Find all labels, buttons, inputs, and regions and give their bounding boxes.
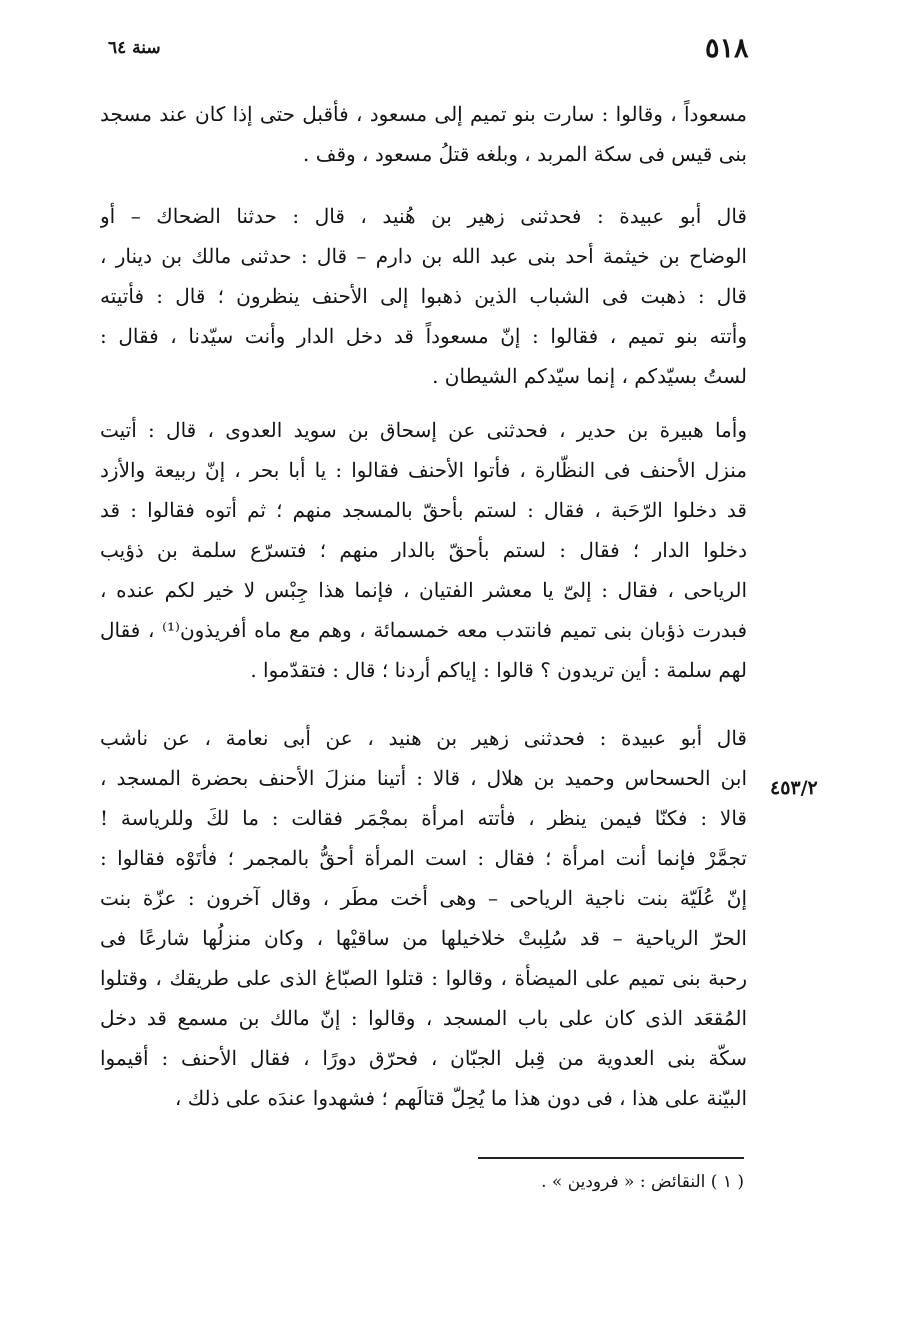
paragraph-2 bbox=[100, 196, 747, 396]
text-line: منزل الأحنف فى النظّارة ، فأتوا الأحنف فقالوا : يا أبا بحر ، إنّ ربيعة والأزد bbox=[100, 458, 747, 482]
margin-reference: ٤٥٣/٢ bbox=[770, 777, 818, 799]
text-line: لهم سلمة : أين تريدون ؟ قالوا : إياكم أردنا ؛ قال : فتقدّموا . bbox=[250, 658, 747, 682]
text-line: الرياحى ، فقال : إلىّ يا معشر الفتيان ، فإنما هذا جِبْس لا خير لكم عنده ، bbox=[100, 578, 747, 602]
footnote: ( ١ ) النقائض : « فرودين » . bbox=[541, 1172, 744, 1192]
page-number: ٥١٨ bbox=[705, 33, 749, 64]
text-line: الحرّ الرياحية – قد سُلِبتْ خلاخيلها من ساقيْها ، وكان منزلُها شارعًا فى bbox=[100, 926, 747, 950]
text-line: فبدرت ذؤبان بنى تميم فانتدب معه خمسمائة ، وهم مع ماه أفريذون⁽¹⁾ ، فقال bbox=[100, 618, 747, 642]
paragraph-4 bbox=[100, 718, 747, 1118]
text-line: قال أبو عبيدة : فحدثنى زهير بن هنيد ، عن أبى نعامة ، عن ناشب bbox=[100, 726, 747, 750]
text-line: قال : ذهبت فى الشباب الذين ذهبوا إلى الأحنف ينظرون ؛ قال : فأتيته bbox=[100, 284, 747, 308]
text-line: دخلوا الدار ؛ فقال : لستم بأحقّ بالدار منهم ؛ فتسرّع سلمة بن ذؤيب bbox=[100, 538, 747, 562]
paragraph-1 bbox=[100, 94, 747, 174]
text-line: المُقعَد الذى كان على باب المسجد ، وقالوا : إنّ مالك بن مسمع قد دخل bbox=[100, 1006, 747, 1030]
text-line: قال أبو عبيدة : فحدثنى زهير بن هُنيد ، قال : حدثنا الضحاك – أو bbox=[100, 204, 747, 228]
text-line: مسعوداً ، وقالوا : سارت بنو تميم إلى مسعود ، فأقبل حتى إذا كان عند مسجد bbox=[100, 102, 747, 126]
text-line: وأما هبيرة بن حدير ، فحدثنى عن إسحاق بن سويد العدوى ، قال : أتيت bbox=[100, 418, 747, 442]
footnote-rule bbox=[478, 1157, 744, 1159]
text-line: البيّنة على هذا ، فى دون هذا ما يُحِلّ قتالَهم ؛ فشهدوا عندَه على ذلك ، bbox=[174, 1086, 747, 1110]
text-line: إنّ عُلَيّة بنت ناجية الرياحى – وهى أخت مطَر ، وقال آخرون : عزّة بنت bbox=[100, 886, 747, 910]
text-line: لستُ بسيّدكم ، إنما سيّدكم الشيطان . bbox=[432, 364, 747, 388]
year-label: سنة ٦٤ bbox=[108, 38, 161, 58]
text-line: رحبة بنى تميم على الميضأة ، وقالوا : قتلوا الصبّاغ الذى على طريقك ، وقتلوا bbox=[100, 966, 747, 990]
paragraph-3 bbox=[100, 410, 747, 690]
text-line: سكّة بنى العدوية من قِبل الجبّان ، فحرّق دورًا ، فقال الأحنف : أقيموا bbox=[100, 1046, 747, 1070]
text-line: بنى قيس فى سكة المربد ، وبلغه قتلُ مسعود ، وقف . bbox=[303, 142, 747, 166]
text-line: وأتته بنو تميم ، فقالوا : إنّ مسعوداً قد دخل الدار وأنت سيّدنا ، فقال : bbox=[100, 324, 747, 348]
text-line: الوضاح بن خيثمة أحد بنى عبد الله بن دارم – قال : حدثنى مالك بن دينار ، bbox=[100, 244, 747, 268]
text-line: قد دخلوا الرّحَبة ، فقال : لستم بأحقّ بالمسجد منهم ؛ ثم أتوه فقالوا : قد bbox=[100, 498, 747, 522]
text-line: تجمَّرْ فإنما أنت امرأة ؛ فقال : است المرأة أحقُّ بالمجمر ؛ فأتَوْه فقالوا : bbox=[100, 846, 747, 870]
text-line: قالا : فكنّا فيمن ينظر ، فأتته امرأة بمجْمَر فقالت : ما لكَ وللرياسة ! bbox=[100, 806, 747, 830]
text-line: ابن الحسحاس وحميد بن هلال ، قالا : أتينا منزلَ الأحنف بحضرة المسجد ، bbox=[100, 766, 747, 790]
